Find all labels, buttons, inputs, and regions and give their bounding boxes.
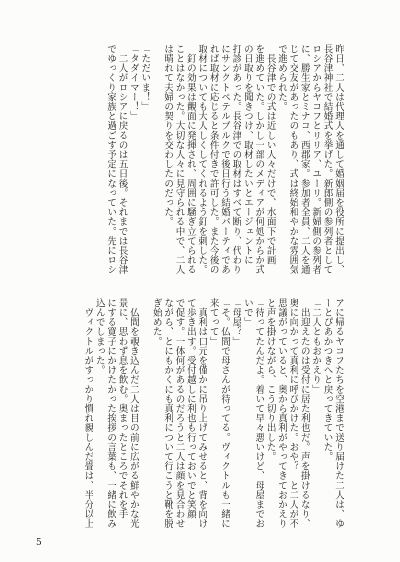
lower-text-block [82,298,344,534]
text-column: を進めていた。しかし一部のメディアが何処からか式 [253,44,265,275]
text-column: アに帰るヤコフたちを空港まで送り届けた二人は、ゆ [333,298,344,529]
text-column: に、勝生家とミナコ、西郡家。参加者全員、二人を通 [298,44,310,275]
dialogue-column: 来てって」 [207,298,219,346]
dialogue-column: いで」 [241,298,253,327]
text-column: 打診があった。長谷津での取材はすべて断り、代わり [230,44,242,275]
text-column: ーとぴあかつきへと戻ってきていた。 [321,298,333,462]
text-column: は晴れて夫婦の契りを交わしたのだった。 [162,44,174,227]
text-column: 奥に向かって真利に呼びかけた。おや？ と二人が不 [287,298,299,529]
text-column: 出迎えたのは受付に居た利也だ。声を掛けるなり、 [298,298,310,529]
text-column: ぎ始めた。 [150,298,162,346]
text-column: 長谷津での式は近しい人々だけで、水面下で計画 [264,44,276,265]
text-column: 釘の効果は覿面に発揮され、周囲に騒ぎ立てられる [184,44,196,275]
text-column: にサンクトペテルブルクで後日行う結婚パーティであ [219,44,231,275]
text-column: の日取りを聞きつけ、取材したいとエージェントに [241,44,253,265]
text-column: にする寛子にかけたかった挨拶の言葉も、一緒に飲み [105,298,117,529]
dialogue-column: 「待ってたんだよ。着いて早々悪いけど、母屋までお [253,298,265,529]
text-column: 込んでしまった。 [93,298,105,375]
text-column: れば取材に応じると条件付きで許可した。また今後の [207,44,219,275]
blank-column [139,298,150,534]
text-column: ことはなかった。大切な人々に見守られる中で、二人 [173,44,185,275]
text-column: 長谷津神社で結婚式を挙げた。新郎側の参列者として [321,44,333,275]
text-column: ロシアからヤコフとリリア、ユーリ。新婦側の参列者 [310,44,322,275]
text-column: 真利は口元を僅かに吊り上げてみせると、背を向け [196,298,208,529]
text-column: 思議がっていると、奥から真利がやってきておかえり [276,298,288,529]
text-column: 取材についても大人しくしてくれるよう釘を刺した。 [196,44,208,275]
dialogue-column: 「母屋？」 [230,298,242,346]
text-column: ヴィクトルがすっかり慣れ親しんだ畳は、半分以上 [82,298,94,529]
text-column: と声を掛けながら、こう切り出した。 [264,298,276,462]
text-column: で促す。一体何があるのだろうと二人は顔を見合わせ [173,298,185,529]
text-column: 仏間を覗き込んだ二人は目の前に広がる鮮やかな光 [127,298,139,529]
text-column: て歩き出す。受付越しに利也も行っておいでと笑顔 [184,298,196,519]
dialogue-column: 「タダイマー！」 [127,44,139,121]
blank-column [150,44,161,280]
text-column: ながら、とにもかくにも真利について行こうと靴を脱 [162,298,174,529]
text-column: 昨日、二人は代理人を通して婚姻届を役所に提出し、 [333,44,344,275]
text-column: 景に、思わず息を飲む。奥まったところでそれを手 [116,298,128,519]
text-column: でゆっくり家族と過ごす予定になっていた。先にロシ [105,44,117,275]
dialogue-column: 「ただいま！」 [139,44,151,112]
page-number: 5 [36,538,42,548]
text-column: じて交友があったのもあり、式は終始和やかな雰囲気 [287,44,299,275]
text-column: 二人がロシアに戻るのは五日後。それまでは長谷津 [116,44,128,275]
dialogue-column: 「そ。仏間で母さんが待ってる。ヴィクトルも一緒に [219,298,231,529]
text-column: で進められた。 [276,44,288,112]
upper-text-block [105,44,344,280]
dialogue-column: 「二人ともおかえり」 [310,298,322,394]
